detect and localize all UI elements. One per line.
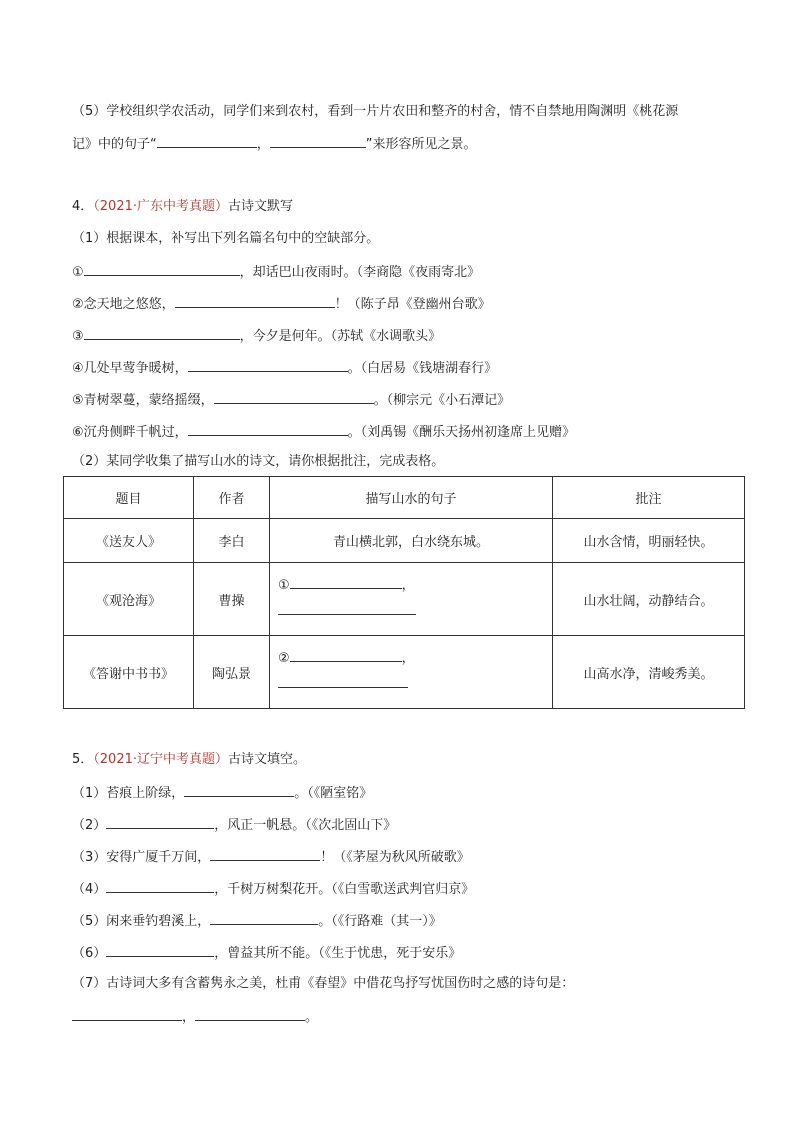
poem-sentence: 青山横北郭，白水绕东城。	[270, 519, 553, 563]
q5-item-5: （5）闲来垂钓碧溪上， 。（《行路难（其一）》	[72, 910, 442, 932]
q4-item-1: ① ，却话巴山夜雨时。（李商隐《夜雨寄北》	[72, 261, 480, 283]
table-header: 批注	[553, 477, 745, 519]
answer-blank[interactable]	[278, 601, 416, 615]
q5-item-1: （1）苔痕上阶绿， 。（《陋室铭》	[72, 782, 372, 804]
poem-author: 陶弘景	[194, 636, 270, 709]
answer-blank[interactable]	[214, 389, 374, 404]
q4-item-2: ②念天地之悠悠， ！（陈子昂《登幽州台歌》	[72, 293, 491, 315]
answer-blank[interactable]	[184, 782, 294, 797]
poem-title: 《送友人》	[64, 519, 194, 563]
poem-sentence-blanks: ② ，	[270, 636, 553, 709]
table-header: 题目	[64, 477, 194, 519]
answer-blank[interactable]	[84, 261, 240, 276]
answer-blank[interactable]	[157, 133, 257, 148]
table-row	[64, 636, 745, 709]
poem-note: 山水壮阔，动静结合。	[553, 563, 745, 636]
answer-blank[interactable]	[188, 421, 348, 436]
poem-title: 《观沧海》	[64, 563, 194, 636]
answer-blank[interactable]	[195, 1006, 305, 1021]
q3-5-line2: 记》中的句子“ ， ”来形容所见之景。	[72, 133, 477, 155]
poem-note: 山高水净，清峻秀美。	[553, 636, 745, 709]
table-header: 作者	[194, 477, 270, 519]
q5-title: 古诗文填空。	[228, 752, 307, 767]
answer-blank[interactable]	[106, 942, 214, 957]
answer-blank[interactable]	[106, 878, 214, 893]
table-header-row	[64, 477, 745, 519]
q4-item-4: ④几处早莺争暖树， 。（白居易《钱塘湖春行》	[72, 357, 497, 379]
q5-source: （2021·辽宁中考真题）	[93, 752, 228, 767]
q4-item-6: ⑥沉舟侧畔千帆过， 。（刘禹锡《酬乐天扬州初逢席上见赠》	[72, 421, 575, 443]
poem-author: 曹操	[194, 563, 270, 636]
answer-blank[interactable]	[210, 846, 320, 861]
answer-blank[interactable]	[290, 648, 402, 662]
answer-blank[interactable]	[175, 293, 335, 308]
answer-blank[interactable]	[290, 575, 402, 589]
q4-sub2: （2）某同学收集了描写山水的诗文，请你根据批注，完成表格。	[72, 454, 445, 469]
answer-blank[interactable]	[270, 133, 366, 148]
q3-5-line1	[72, 102, 678, 122]
q5-heading: 5．（2021·辽宁中考真题）古诗文填空。	[72, 752, 307, 767]
q4-heading: 4．（2021·广东中考真题）古诗文默写	[72, 199, 294, 214]
answer-blank[interactable]	[210, 910, 318, 925]
table-row	[64, 519, 745, 563]
poem-title: 《答谢中书书》	[64, 636, 194, 709]
q5-item-2: （2） ，风正一帆悬。（《次北固山下》	[72, 814, 396, 836]
answer-blank[interactable]	[278, 674, 408, 688]
poem-table	[63, 476, 745, 709]
answer-blank[interactable]	[106, 814, 214, 829]
poem-author: 李白	[194, 519, 270, 563]
q4-sub1: （1）根据课本，补写出下列名篇名句中的空缺部分。	[72, 231, 380, 246]
q5-item-6: （6） ，曾益其所不能。（《生于忧患，死于安乐》	[72, 942, 461, 964]
poem-note: 山水含情，明丽轻快。	[553, 519, 745, 563]
answer-blank[interactable]	[72, 1006, 182, 1021]
q3-5-text1: （5）学校组织学农活动，同学们来到农村，看到一片片农田和整齐的村舍，情不自禁地用陶渊明《桃花源	[72, 104, 679, 119]
q4-title: 古诗文默写	[228, 199, 294, 214]
q4-item-3: ③ ，今夕是何年。（苏轼《水调歌头》	[72, 325, 441, 347]
q4-item-5: ⑤青树翠蔓，蒙络摇缀， 。（柳宗元《小石潭记》	[72, 389, 510, 411]
answer-blank[interactable]	[188, 357, 348, 372]
poem-sentence-blanks: ① ，	[270, 563, 553, 636]
q5-item-3: （3）安得广厦千万间， ！（《茅屋为秋风所破歌》	[72, 846, 470, 868]
table-row	[64, 563, 745, 636]
q4-source: （2021·广东中考真题）	[93, 199, 228, 214]
q5-item-4: （4） ，千树万树梨花开。（《白雪歌送武判官归京》	[72, 878, 474, 900]
answer-blank[interactable]	[84, 325, 240, 340]
q5-item-7: （7）古诗词大多有含蓄隽永之美，杜甫《春望》中借花鸟抒写忧国伤时之感的诗句是：	[72, 976, 575, 991]
q5-item-7-blanks: ， 。	[72, 1006, 318, 1028]
table-header: 描写山水的句子	[270, 477, 553, 519]
